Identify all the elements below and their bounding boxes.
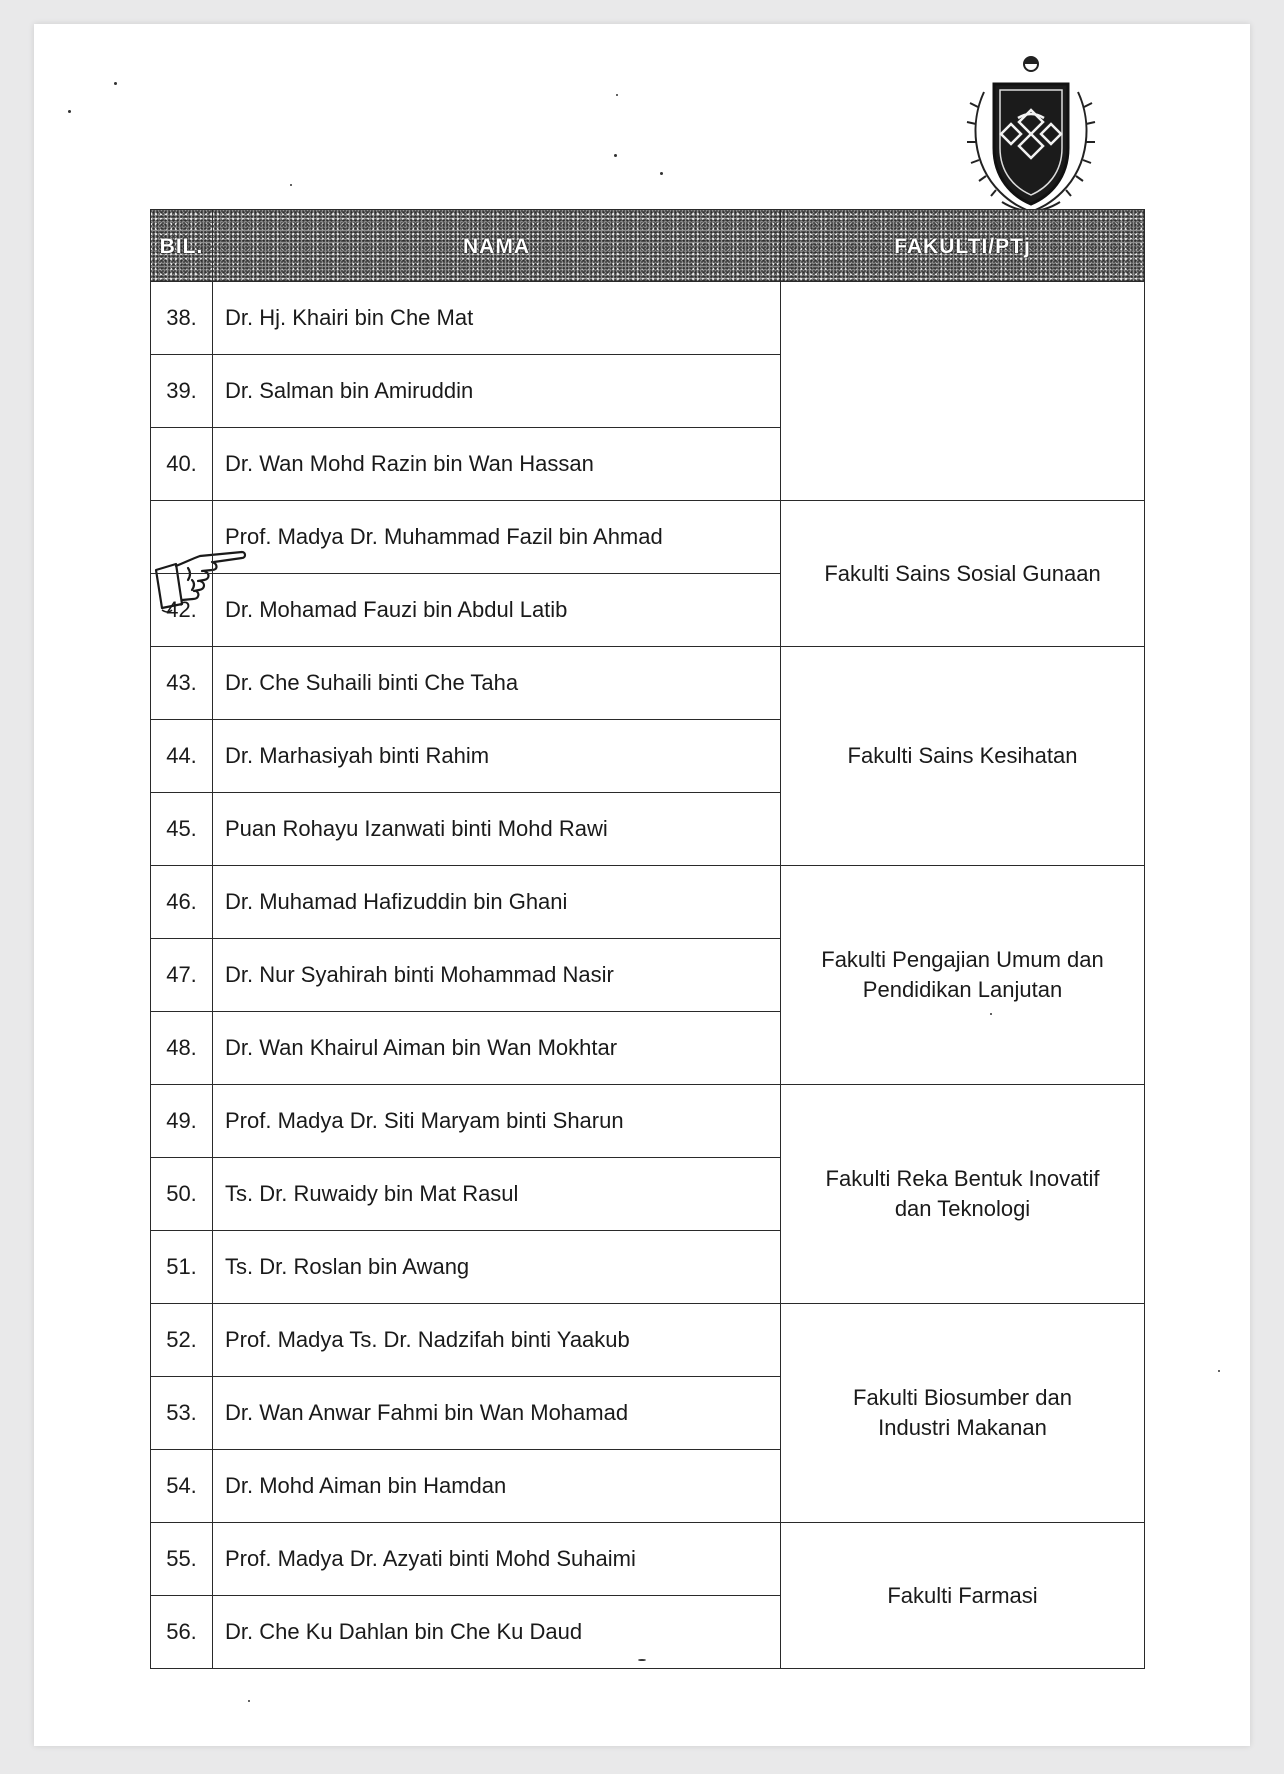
staff-name: Dr. Wan Anwar Fahmi bin Wan Mohamad [213, 1377, 781, 1450]
row-number: 54. [151, 1450, 213, 1523]
row-number: 39. [151, 355, 213, 428]
row-number: 53. [151, 1377, 213, 1450]
scan-speck [290, 184, 292, 186]
column-header-bil [151, 210, 213, 282]
staff-name: Dr. Muhamad Hafizuddin bin Ghani [213, 866, 781, 939]
row-number: 49. [151, 1085, 213, 1158]
scan-speck [616, 94, 618, 96]
staff-name: Dr. Marhasiyah binti Rahim [213, 720, 781, 793]
header-fakulti-label: FAKULTI/PTj [894, 234, 1031, 258]
row-number: 52. [151, 1304, 213, 1377]
faculty-cell [781, 647, 1145, 866]
row-number: 40. [151, 428, 213, 501]
staff-name: Ts. Dr. Ruwaidy bin Mat Rasul [213, 1158, 781, 1231]
staff-table [150, 209, 1145, 1669]
table-row [151, 501, 1145, 574]
table-row [151, 282, 1145, 355]
row-number: 56. [151, 1596, 213, 1669]
table-row [151, 1085, 1145, 1158]
faculty-name: Fakulti Sains Sosial Gunaan [824, 560, 1101, 586]
row-number [151, 501, 213, 574]
row-number: 43. [151, 647, 213, 720]
row-number: 48. [151, 1012, 213, 1085]
staff-name: Ts. Dr. Roslan bin Awang [213, 1231, 781, 1304]
faculty-cell [781, 866, 1145, 1085]
staff-name: Prof. Madya Dr. Siti Maryam binti Sharun [213, 1085, 781, 1158]
faculty-cell [781, 1304, 1145, 1523]
staff-name: Dr. Mohamad Fauzi bin Abdul Latib [213, 574, 781, 647]
row-number: 55. [151, 1523, 213, 1596]
staff-name: Dr. Mohd Aiman bin Hamdan [213, 1450, 781, 1523]
faculty-name-line1: Fakulti Pengajian Umum dan [821, 947, 1104, 972]
column-header-nama [213, 210, 781, 282]
faculty-cell-empty [781, 282, 1145, 501]
scan-speck [1218, 1370, 1220, 1372]
row-number: 51. [151, 1231, 213, 1304]
staff-name: Dr. Hj. Khairi bin Che Mat [213, 282, 781, 355]
header-nama-label: NAMA [463, 234, 530, 258]
table-row [151, 866, 1145, 939]
column-header-fakulti [781, 210, 1145, 282]
university-crest-icon [956, 52, 1106, 222]
staff-name: Prof. Madya Dr. Azyati binti Mohd Suhaimi [213, 1523, 781, 1596]
staff-name: Dr. Salman bin Amiruddin [213, 355, 781, 428]
row-number: 46. [151, 866, 213, 939]
staff-name: Dr. Wan Khairul Aiman bin Wan Mokhtar [213, 1012, 781, 1085]
faculty-name-line2: Industri Makanan [878, 1415, 1047, 1440]
staff-name: Dr. Che Suhaili binti Che Taha [213, 647, 781, 720]
staff-name: Dr. Wan Mohd Razin bin Wan Hassan [213, 428, 781, 501]
faculty-name-line2: Pendidikan Lanjutan [862, 977, 1063, 1002]
faculty-name: Fakulti Sains Kesihatan [847, 743, 1078, 768]
scan-speck [614, 154, 617, 157]
faculty-name-line1: Fakulti Reka Bentuk Inovatif [825, 1166, 1100, 1191]
scan-speck [68, 110, 71, 113]
table-row [151, 1304, 1145, 1377]
faculty-cell [781, 501, 1145, 647]
staff-name: Prof. Madya Ts. Dr. Nadzifah binti Yaakub [213, 1304, 781, 1377]
row-number: 47. [151, 939, 213, 1012]
table-header-row [151, 210, 1145, 282]
faculty-name-line2: dan Teknologi [894, 1196, 1031, 1221]
faculty-name: Fakulti Farmasi [887, 1582, 1038, 1608]
scan-speck [660, 172, 663, 175]
scan-speck [248, 1700, 250, 1702]
staff-name: Dr. Che Ku Dahlan bin Che Ku Daud [213, 1596, 781, 1669]
faculty-cell [781, 1523, 1145, 1669]
row-number: 42. [151, 574, 213, 647]
table-row [151, 647, 1145, 720]
table-row [151, 1523, 1145, 1596]
row-number: 50. [151, 1158, 213, 1231]
scan-speck [114, 82, 117, 85]
staff-name: Dr. Nur Syahirah binti Mohammad Nasir [213, 939, 781, 1012]
faculty-name-line1: Fakulti Biosumber dan [853, 1385, 1072, 1410]
row-number: 44. [151, 720, 213, 793]
faculty-cell [781, 1085, 1145, 1304]
document-page [34, 24, 1250, 1746]
header-bil-label: BIL. [159, 234, 204, 258]
row-number: 45. [151, 793, 213, 866]
staff-name: Prof. Madya Dr. Muhammad Fazil bin Ahmad [213, 501, 781, 574]
staff-name: Puan Rohayu Izanwati binti Mohd Rawi [213, 793, 781, 866]
row-number: 38. [151, 282, 213, 355]
